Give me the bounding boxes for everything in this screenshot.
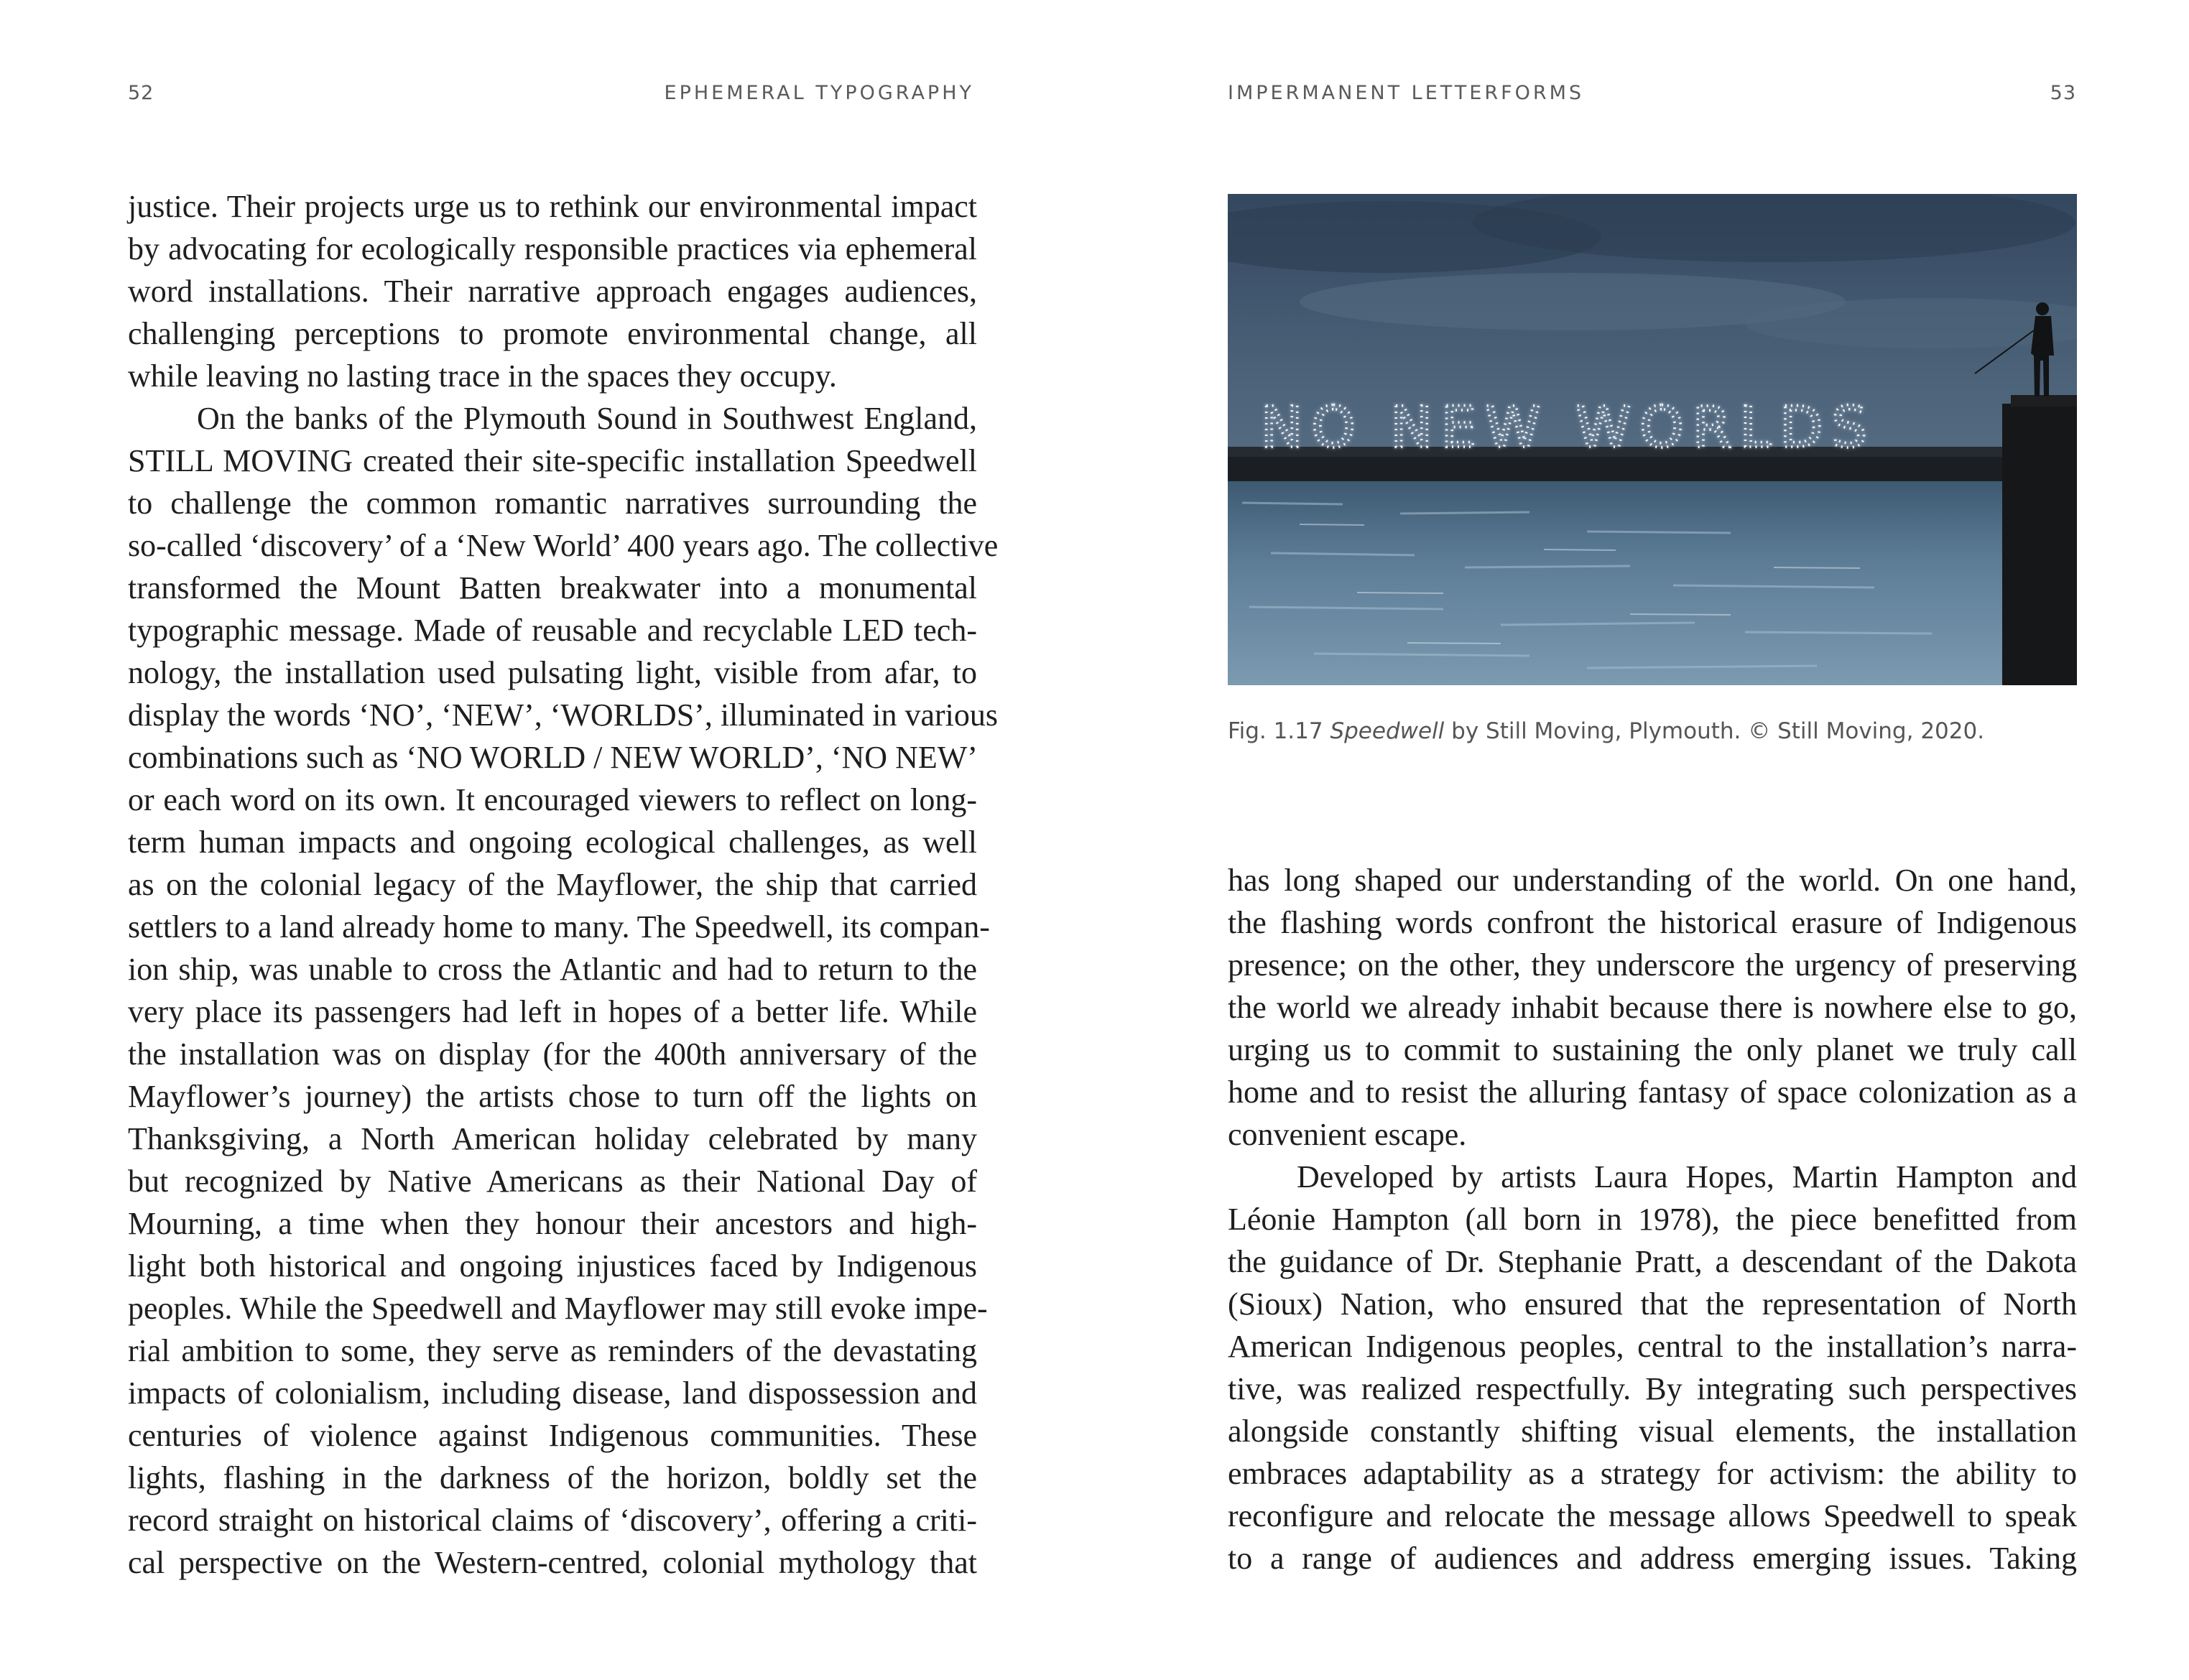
- text-line: Mayflower’s journey) the artists chose to turn off the lights on: [128, 1079, 977, 1114]
- text-line: display the words ‘NO’, ‘NEW’, ‘WORLDS’, illuminated in various: [128, 697, 998, 733]
- text-line: Developed by artists Laura Hopes, Martin Hampton and: [1297, 1159, 2077, 1194]
- right-body-text: [1228, 859, 2077, 1579]
- text-line: light both historical and ongoing injustices faced by Indigenous: [128, 1248, 977, 1284]
- text-line: combinations such as ‘NO WORLD / NEW WORLD’, ‘NO NEW’: [128, 740, 978, 775]
- speedwell-photo: [1228, 194, 2077, 685]
- figure-caption: [1228, 718, 1984, 744]
- text-line: term human impacts and ongoing ecological challenges, as well: [128, 825, 977, 860]
- text-line: (Sioux) Nation, who ensured that the representation of North: [1228, 1286, 2077, 1322]
- text-line: ion ship, was unable to cross the Atlantic and had to return to the: [128, 952, 977, 987]
- text-line: home and to resist the alluring fantasy of space colonization as a: [1228, 1075, 2077, 1110]
- text-line: impacts of colonialism, including disease, land dispossession and: [128, 1375, 977, 1411]
- text-line: to challenge the common romantic narratives surrounding the: [128, 486, 977, 521]
- text-line: typographic message. Made of reusable and recyclable LED tech-: [128, 613, 977, 648]
- text-line: transformed the Mount Batten breakwater into a monumental: [128, 570, 977, 605]
- text-line: so-called ‘discovery’ of a ‘New World’ 400 years ago. The collective: [128, 528, 999, 563]
- text-line: centuries of violence against Indigenous communities. These: [128, 1418, 977, 1453]
- running-head-right: IMPERMANENT LETTERFORMS: [1228, 82, 1585, 104]
- caption-prefix: Fig. 1.17: [1228, 718, 1330, 744]
- text-line: tive, was realized respectfully. By integrating such perspectives: [1228, 1371, 2077, 1406]
- text-line: cal perspective on the Western-centred, colonial mythology that: [128, 1545, 977, 1580]
- page-number-right: 53: [2050, 82, 2076, 104]
- speedwell-photo-graphic: [1228, 194, 2077, 685]
- text-line: reconfigure and relocate the message allows Speedwell to speak: [1228, 1498, 2077, 1533]
- text-line: Léonie Hampton (all born in 1978), the piece benefitted from: [1228, 1202, 2077, 1237]
- text-line: presence; on the other, they underscore the urgency of preserving: [1228, 947, 2077, 983]
- text-line: lights, flashing in the darkness of the horizon, boldly set the: [128, 1460, 977, 1495]
- caption-suffix: by Still Moving, Plymouth. © Still Moving, 2020.: [1444, 718, 1985, 744]
- running-head-left: EPHEMERAL TYPOGRAPHY: [664, 82, 974, 104]
- text-line: record straight on historical claims of ‘discovery’, offering a criti-: [128, 1503, 977, 1538]
- text-line: or each word on its own. It encouraged viewers to reflect on long-: [128, 782, 977, 817]
- caption-title: Speedwell: [1330, 718, 1445, 744]
- text-line: Thanksgiving, a North American holiday celebrated by many: [128, 1121, 977, 1156]
- page-number-left: 52: [128, 82, 154, 104]
- text-line: Mourning, a time when they honour their ancestors and high-: [128, 1206, 977, 1241]
- text-line: the world we already inhabit because there is nowhere else to go,: [1228, 990, 2077, 1025]
- text-line: urging us to commit to sustaining the only planet we truly call: [1228, 1032, 2077, 1067]
- text-line: as on the colonial legacy of the Mayflower, the ship that carried: [128, 867, 977, 902]
- text-line: word installations. Their narrative approach engages audiences,: [128, 274, 977, 309]
- text-line: nology, the installation used pulsating light, visible from afar, to: [128, 655, 977, 690]
- text-line: challenging perceptions to promote environmental change, all: [128, 316, 977, 351]
- text-line: by advocating for ecologically responsible practices via ephemeral: [128, 231, 977, 266]
- text-line: very place its passengers had left in hopes of a better life. While: [128, 994, 977, 1029]
- text-line: alongside constantly shifting visual elements, the installation: [1228, 1414, 2077, 1449]
- text-line: peoples. While the Speedwell and Mayflower may still evoke impe-: [128, 1291, 988, 1326]
- no-new-worlds-sign: NO NEW WORLDS: [1261, 396, 1876, 460]
- text-line: while leaving no lasting trace in the spaces they occupy.: [128, 358, 837, 394]
- left-body-text: [128, 185, 999, 1584]
- text-line: but recognized by Native Americans as their National Day of: [128, 1164, 977, 1199]
- text-line: justice. Their projects urge us to rethink our environmental impact: [128, 189, 977, 224]
- text-line: embraces adaptability as a strategy for activism: the ability to: [1228, 1456, 2077, 1491]
- text-line: American Indigenous peoples, central to the installation’s narra-: [1228, 1329, 2077, 1364]
- text-line: STILL MOVING created their site-specific installation Speedwell: [128, 443, 977, 478]
- text-line: the installation was on display (for the 400th anniversary of the: [128, 1036, 977, 1072]
- left-page: [0, 0, 1094, 1680]
- text-line: the flashing words confront the historical erasure of Indigenous: [1228, 905, 2077, 940]
- text-line: has long shaped our understanding of the world. On one hand,: [1228, 863, 2077, 898]
- text-line: rial ambition to some, they serve as reminders of the devastating: [128, 1333, 977, 1368]
- text-line: settlers to a land already home to many. The Speedwell, its compan-: [128, 909, 990, 945]
- text-line: to a range of audiences and address emerging issues. Taking: [1228, 1541, 2077, 1576]
- text-line: On the banks of the Plymouth Sound in Southwest England,: [197, 401, 977, 436]
- text-line: convenient escape.: [1228, 1117, 1467, 1152]
- text-line: the guidance of Dr. Stephanie Pratt, a descendant of the Dakota: [1228, 1244, 2077, 1279]
